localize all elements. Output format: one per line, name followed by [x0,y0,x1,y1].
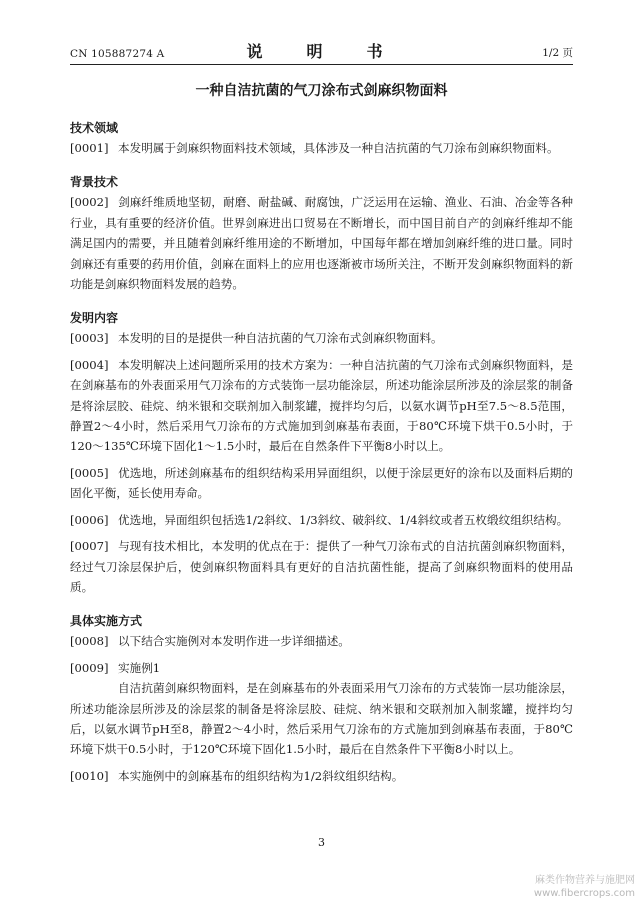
paragraph-0001 [70,138,573,158]
paragraph-number: [0005] [70,465,109,480]
paragraph-text: 本发明属于剑麻织物面料技术领域，具体涉及一种自洁抗菌的气刀涂布剑麻织物面料。 [118,141,559,155]
doc-type: 说 明 书 [246,42,397,61]
paragraph-number: [0004] [70,357,109,372]
section-heading: 具体实施方式 [70,614,143,629]
paragraph-0010 [70,766,573,786]
paragraph-0009: 自洁抗菌剑麻织物面料，是在剑麻基布的外表面采用气刀涂布的方式装饰一层功能涂层，所述功能涂层所涉及的涂层浆的制备是将涂层胶、硅烷、纳米银和交联剂加入制浆罐，搅拌均匀后，以氨水调节pH至8，静置2～4小时，然后采用气刀涂布的方式施加到剑麻基布表面，于80℃环境下烘干0.5小时，于120℃环境下固化1.5小时，最后在自然条件下平衡8小时以上。 [70,681,573,757]
watermark-site-name: 麻类作物营养与施肥网 [535,875,635,886]
section-heading: 发明内容 [70,311,119,326]
paragraph-text: 本实施例中的剑麻基布的组织结构为1/2斜纹组织结构。 [118,768,404,783]
paragraph-text: 本发明解决上述问题所采用的技术方案为：一种自洁抗菌的气刀涂布式剑麻织物面料，是在剑麻基布的外表面采用气刀涂布的方式装饰一层功能涂层，所述功能涂层所涉及的涂层浆的制备是将涂层胶、硅烷、纳米银和交联剂加入制浆罐，搅拌均匀后，以氨水调节pH至7.5～8.5范围，静置2～4小时，然后采用气刀涂布的方式施加到剑麻基布表面，于80℃环境下烘干0.5小时，于120～135℃环境下固化1～1.5小时，最后在自然条件下平衡8小时以上。 [70,357,573,454]
paragraph-number: [0010] [70,768,109,783]
paragraph-text: 与现有技术相比，本发明的优点在于：提供了一种气刀涂布式的自洁抗菌剑麻织物面料，经过气刀涂层保护后，使剑麻织物面料具有更好的自洁抗菌性能，提高了剑麻织物面料的使用品质。 [70,539,573,594]
watermark-url: www.fibercrops.com [533,888,635,899]
paragraph-0006 [70,510,573,530]
paragraph-number: [0001] [70,141,109,155]
section-heading: 技术领域 [70,121,119,135]
paragraph-number: [0007] [70,539,109,554]
paragraph-text: 剑麻纤维质地坚韧，耐磨、耐盐碱、耐腐蚀，广泛运用在运输、渔业、石油、冶金等各种行业，具有重要的经济价值。世界剑麻进出口贸易在不断增长，而中国目前自产的剑麻纤维却不能满足国内的需要，并且随着剑麻纤维用途的不断增加，中国每年都在增加剑麻纤维的进口量。同时剑麻还有重要的药用价值，剑麻在面料上的应用也逐渐被市场所关注，不断开发剑麻织物面料的新功能是剑麻织物面料发展的趋势。 [70,195,573,292]
paragraph-0003 [70,328,573,348]
paragraph-number: [0003] [70,331,109,346]
document-body [70,118,573,786]
paragraph-0005 [70,463,573,504]
header-rule [70,64,573,65]
doc-number: CN 105887274 A [70,48,165,60]
paragraph-number: [0008] [70,634,109,649]
paragraph-number: [0002] [70,195,109,210]
document-title: 一种自洁抗菌的气刀涂布式剑麻织物面料 [195,83,448,99]
page-header [70,40,573,64]
example-title: 实施例1 [118,660,161,675]
paragraph-number: [0009] [70,660,109,675]
paragraph-text: 以下结合实施例对本发明作进一步详细描述。 [118,634,350,649]
paragraph-0004 [70,355,573,457]
paragraph-0009-heading [70,658,573,678]
paragraph-text: 本发明的目的是提供一种自洁抗菌的气刀涂布式剑麻织物面料。 [118,331,443,346]
section-heading: 背景技术 [70,175,119,190]
paragraph-text: 优选地，所述剑麻基布的组织结构采用异面组织，以便于涂层更好的涂布以及面料后期的固化平衡，延长使用寿命。 [70,465,573,501]
watermark [534,874,635,900]
paragraph-0007 [70,536,573,597]
paragraph-number: [0006] [70,512,109,527]
paragraph-0002 [70,192,573,294]
paragraph-text: 优选地，异面组织包括选1/2斜纹、1/3斜纹、破斜纹、1/4斜纹或者五枚缎纹组织结构。 [118,512,569,527]
page-number: 3 [318,836,325,849]
paragraph-0008 [70,631,573,651]
page-info: 1/2 页 [542,47,573,59]
